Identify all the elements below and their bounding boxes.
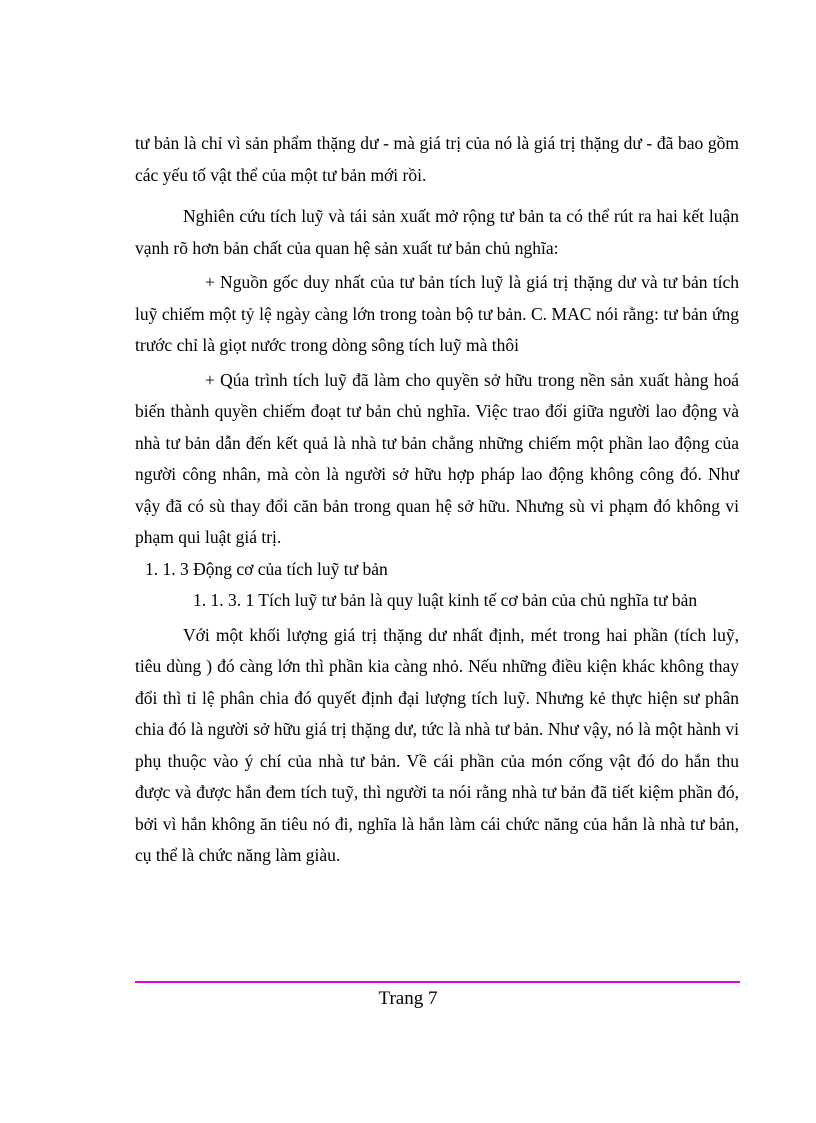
section-heading: 1. 1. 3 Động cơ của tích luỹ tư bản xyxy=(145,558,388,579)
subsection-heading: 1. 1. 3. 1 Tích luỹ tư bản là quy luật kinh tế cơ bản của chủ nghĩa tư bản xyxy=(193,590,698,610)
paragraph-continuation: tư bản là chỉ vì sản phẩm thặng dư - mà giá trị của nó là giá trị thặng dư - đã bao gồm các yếu tố vật thể của một tư bản mới rồi. xyxy=(135,133,739,185)
paragraph-intro: Nghiên cứu tích luỹ và tái sản xuất mở rộng tư bản ta có thể rút ra hai kết luận vạnh rõ hơn bản chất của quan hệ sản xuất tư bản chủ nghĩa: xyxy=(135,206,739,258)
paragraph-point-1: + Nguồn gốc duy nhất của tư bản tích luỹ là giá trị thặng dư và tư bản tích luỹ chiếm một tỷ lệ ngày càng lớn trong toàn bộ tư bản. C. MAC nói rằng: tư bản ứng trước chỉ là giọt nước trong dòng sông tích luỹ mà thôi xyxy=(135,272,739,355)
paragraph-body: Với một khối lượng giá trị thặng dư nhất định, mét trong hai phần (tích luỹ, tiêu dùng ) đó càng lớn thì phần kia càng nhỏ. Nếu những điều kiện khác không thay đổi thì tỉ lệ phân chia đó quyết định đại lượng tích luỹ. Nhưng kẻ thực hiện sư phân chia đó là người sở hữu giá trị thặng dư, tức là nhà tư bản. Như vậy, nó là một hành vi phụ thuộc vào ý chí của nhà tư bản. Về cái phần của món cống vật đó do hắn thu được và được hắn đem tích tuỹ, thì người ta nói rằng nhà tư bản đã tiết kiệm phần đó, bởi vì hắn không ăn tiêu nó đi, nghĩa là hắn làm cái chức năng của hắn là nhà tư bản, cụ thể là chức năng làm giàu. xyxy=(135,624,739,865)
body-text xyxy=(135,128,739,872)
footer-divider xyxy=(135,981,740,983)
paragraph-point-2: + Qúa trình tích luỹ đã làm cho quyền sở hữu trong nền sản xuất hàng hoá biến thành quyền chiếm đoạt tư bản chủ nghĩa. Việc trao đổi giữa người lao động và nhà tư bản dẫn đến kết quả là nhà tư bản chẳng những chiếm một phần lao động của người công nhân, mà còn là người sở hữu hợp pháp lao động không công đó. Như vậy đã có sù thay đổi căn bản trong quan hệ sở hữu. Nhưng sù vi phạm đó không vi phạm qui luật giá trị. xyxy=(135,369,739,547)
page-number: Trang 7 xyxy=(378,988,438,1009)
